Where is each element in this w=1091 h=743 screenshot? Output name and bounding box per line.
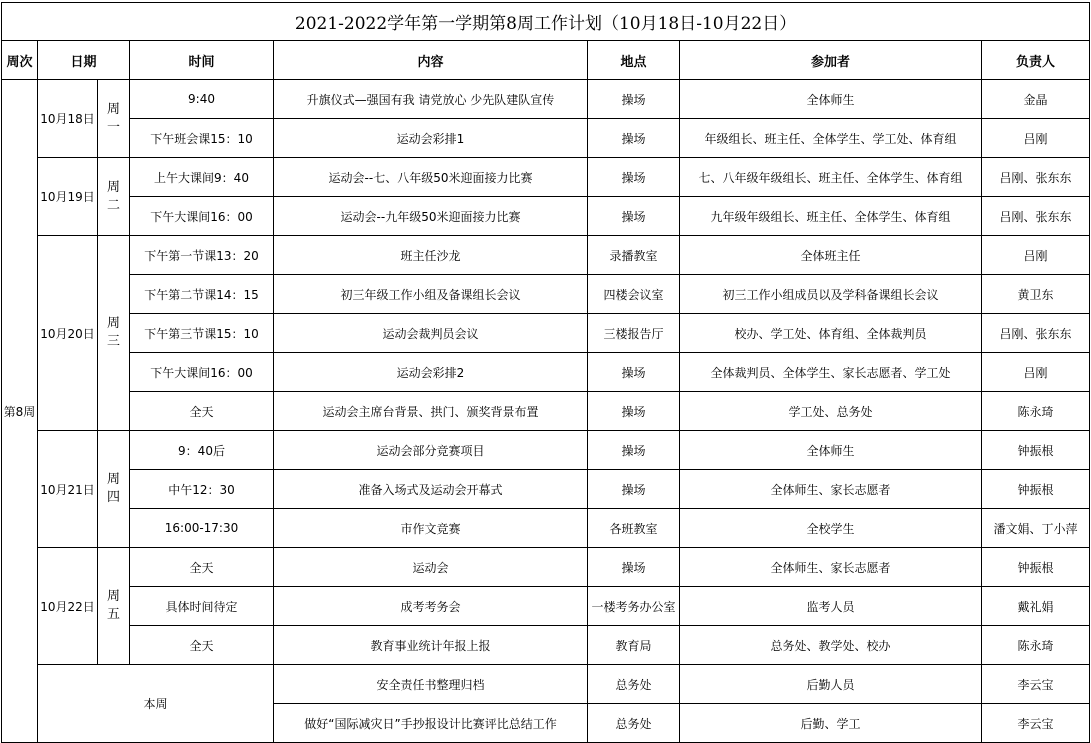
owner-cell: 陈永琦 [982,626,1090,665]
owner-cell: 戴礼娟 [982,587,1090,626]
place-cell: 操场 [588,548,680,587]
date-cell: 10月20日 [38,236,98,431]
page-title: 2021-2022学年第一学期第8周工作计划（10月18日-10月22日） [2,3,1090,41]
participants-cell: 全体裁判员、全体学生、家长志愿者、学工处 [680,353,982,392]
place-cell: 操场 [588,158,680,197]
weekday-char: 二 [106,197,120,213]
content-cell: 成考考务会 [274,587,588,626]
weekday-char: 周 [106,472,120,487]
table-row [2,80,1090,119]
place-cell: 操场 [588,392,680,431]
content-cell: 准备入场式及运动会开幕式 [274,470,588,509]
table-row [2,431,1090,470]
content-cell: 班主任沙龙 [274,236,588,275]
place-cell: 各班教室 [588,509,680,548]
date-cell: 10月19日 [38,158,98,236]
header-content: 内容 [274,41,588,80]
time-cell: 下午第一节课13：20 [130,236,274,275]
participants-cell: 后勤人员 [680,665,982,704]
content-cell: 运动会--九年级50米迎面接力比赛 [274,197,588,236]
owner-cell: 吕刚 [982,236,1090,275]
owner-cell: 吕刚、张东东 [982,158,1090,197]
header-participants: 参加者 [680,41,982,80]
header-time: 时间 [130,41,274,80]
header-owner: 负责人 [982,41,1090,80]
content-cell: 运动会 [274,548,588,587]
place-cell: 操场 [588,353,680,392]
table-row [2,275,1090,314]
time-cell: 9：40后 [130,431,274,470]
header-date: 日期 [38,41,130,80]
place-cell: 操场 [588,431,680,470]
date-cell: 10月18日 [38,80,98,158]
work-plan-table [1,2,1090,743]
table-row [2,626,1090,665]
participants-cell: 学工处、总务处 [680,392,982,431]
table-row [2,392,1090,431]
content-cell: 运动会主席台背景、拱门、颁奖背景布置 [274,392,588,431]
participants-cell: 全校学生 [680,509,982,548]
place-cell: 总务处 [588,704,680,743]
table-row [2,197,1090,236]
weekday-char: 三 [106,334,120,349]
weekday-cell [98,80,130,158]
content-cell: 运动会彩排2 [274,353,588,392]
participants-cell: 后勤、学工 [680,704,982,743]
content-cell: 初三年级工作小组及备课组长会议 [274,275,588,314]
owner-cell: 黄卫东 [982,275,1090,314]
place-cell: 三楼报告厅 [588,314,680,353]
participants-cell: 全体师生、家长志愿者 [680,548,982,587]
place-cell: 教育局 [588,626,680,665]
header-week: 周次 [2,41,38,80]
weekday-cell [98,236,130,431]
time-cell: 上午大课间9：40 [130,158,274,197]
table-row [2,587,1090,626]
place-cell: 操场 [588,197,680,236]
owner-cell: 陈永琦 [982,392,1090,431]
table-row [2,470,1090,509]
place-cell: 操场 [588,470,680,509]
content-cell: 运动会部分竞赛项目 [274,431,588,470]
participants-cell: 总务处、教学处、校办 [680,626,982,665]
time-cell: 下午班会课15：10 [130,119,274,158]
table-row [2,509,1090,548]
participants-cell: 全体班主任 [680,236,982,275]
weekday-char: 五 [106,607,120,622]
this-week-label: 本周 [38,665,274,743]
participants-cell: 全体师生、家长志愿者 [680,470,982,509]
date-cell: 10月22日 [38,548,98,665]
participants-cell: 年级组长、班主任、全体学生、学工处、体育组 [680,119,982,158]
content-cell: 运动会--七、八年级50米迎面接力比赛 [274,158,588,197]
table-row [2,236,1090,275]
week-cell: 第8周 [2,80,38,743]
content-cell: 做好“国际减灾日”手抄报设计比赛评比总结工作 [274,704,588,743]
content-cell: 升旗仪式—强国有我 请党放心 少先队建队宣传 [274,80,588,119]
weekday-char: 周 [106,179,120,195]
participants-cell: 校办、学工处、体育组、全体裁判员 [680,314,982,353]
time-cell: 下午大课间16：00 [130,353,274,392]
time-cell: 中午12：30 [130,470,274,509]
owner-cell: 吕刚 [982,353,1090,392]
table-row [2,314,1090,353]
owner-cell: 吕刚、张东东 [982,314,1090,353]
content-cell: 教育事业统计年报上报 [274,626,588,665]
owner-cell: 金晶 [982,80,1090,119]
weekday-cell [98,431,130,548]
content-cell: 运动会彩排1 [274,119,588,158]
header-place: 地点 [588,41,680,80]
time-cell: 下午第三节课15：10 [130,314,274,353]
weekday-cell [98,158,130,236]
participants-cell: 九年级年级组长、班主任、全体学生、体育组 [680,197,982,236]
time-cell: 全天 [130,548,274,587]
time-cell: 全天 [130,626,274,665]
content-cell: 运动会裁判员会议 [274,314,588,353]
table-row [2,119,1090,158]
time-cell: 16:00-17:30 [130,509,274,548]
table-row [2,665,1090,704]
content-cell: 市作文竞赛 [274,509,588,548]
owner-cell: 李云宝 [982,665,1090,704]
owner-cell: 潘文娟、丁小萍 [982,509,1090,548]
table-row [2,158,1090,197]
content-cell: 安全责任书整理归档 [274,665,588,704]
time-cell: 下午第二节课14：15 [130,275,274,314]
weekday-char: 周 [106,589,120,604]
participants-cell: 全体师生 [680,431,982,470]
weekday-char: 周 [106,316,120,331]
weekday-char: 四 [106,490,120,505]
owner-cell: 钟振根 [982,470,1090,509]
place-cell: 一楼考务办公室 [588,587,680,626]
place-cell: 录播教室 [588,236,680,275]
participants-cell: 初三工作小组成员以及学科备课组长会议 [680,275,982,314]
place-cell: 操场 [588,119,680,158]
place-cell: 四楼会议室 [588,275,680,314]
place-cell: 总务处 [588,665,680,704]
weekday-cell [98,548,130,665]
time-cell: 9:40 [130,80,274,119]
participants-cell: 监考人员 [680,587,982,626]
time-cell: 具体时间待定 [130,587,274,626]
time-cell: 下午大课间16：00 [130,197,274,236]
date-cell: 10月21日 [38,431,98,548]
weekday-char: 一 [106,119,120,135]
owner-cell: 吕刚 [982,119,1090,158]
time-cell: 全天 [130,392,274,431]
table-row [2,548,1090,587]
owner-cell: 吕刚、张东东 [982,197,1090,236]
owner-cell: 钟振根 [982,548,1090,587]
participants-cell: 七、八年级年级组长、班主任、全体学生、体育组 [680,158,982,197]
table-row [2,353,1090,392]
place-cell: 操场 [588,80,680,119]
weekday-char: 周 [106,101,120,117]
participants-cell: 全体师生 [680,80,982,119]
owner-cell: 李云宝 [982,704,1090,743]
owner-cell: 钟振根 [982,431,1090,470]
